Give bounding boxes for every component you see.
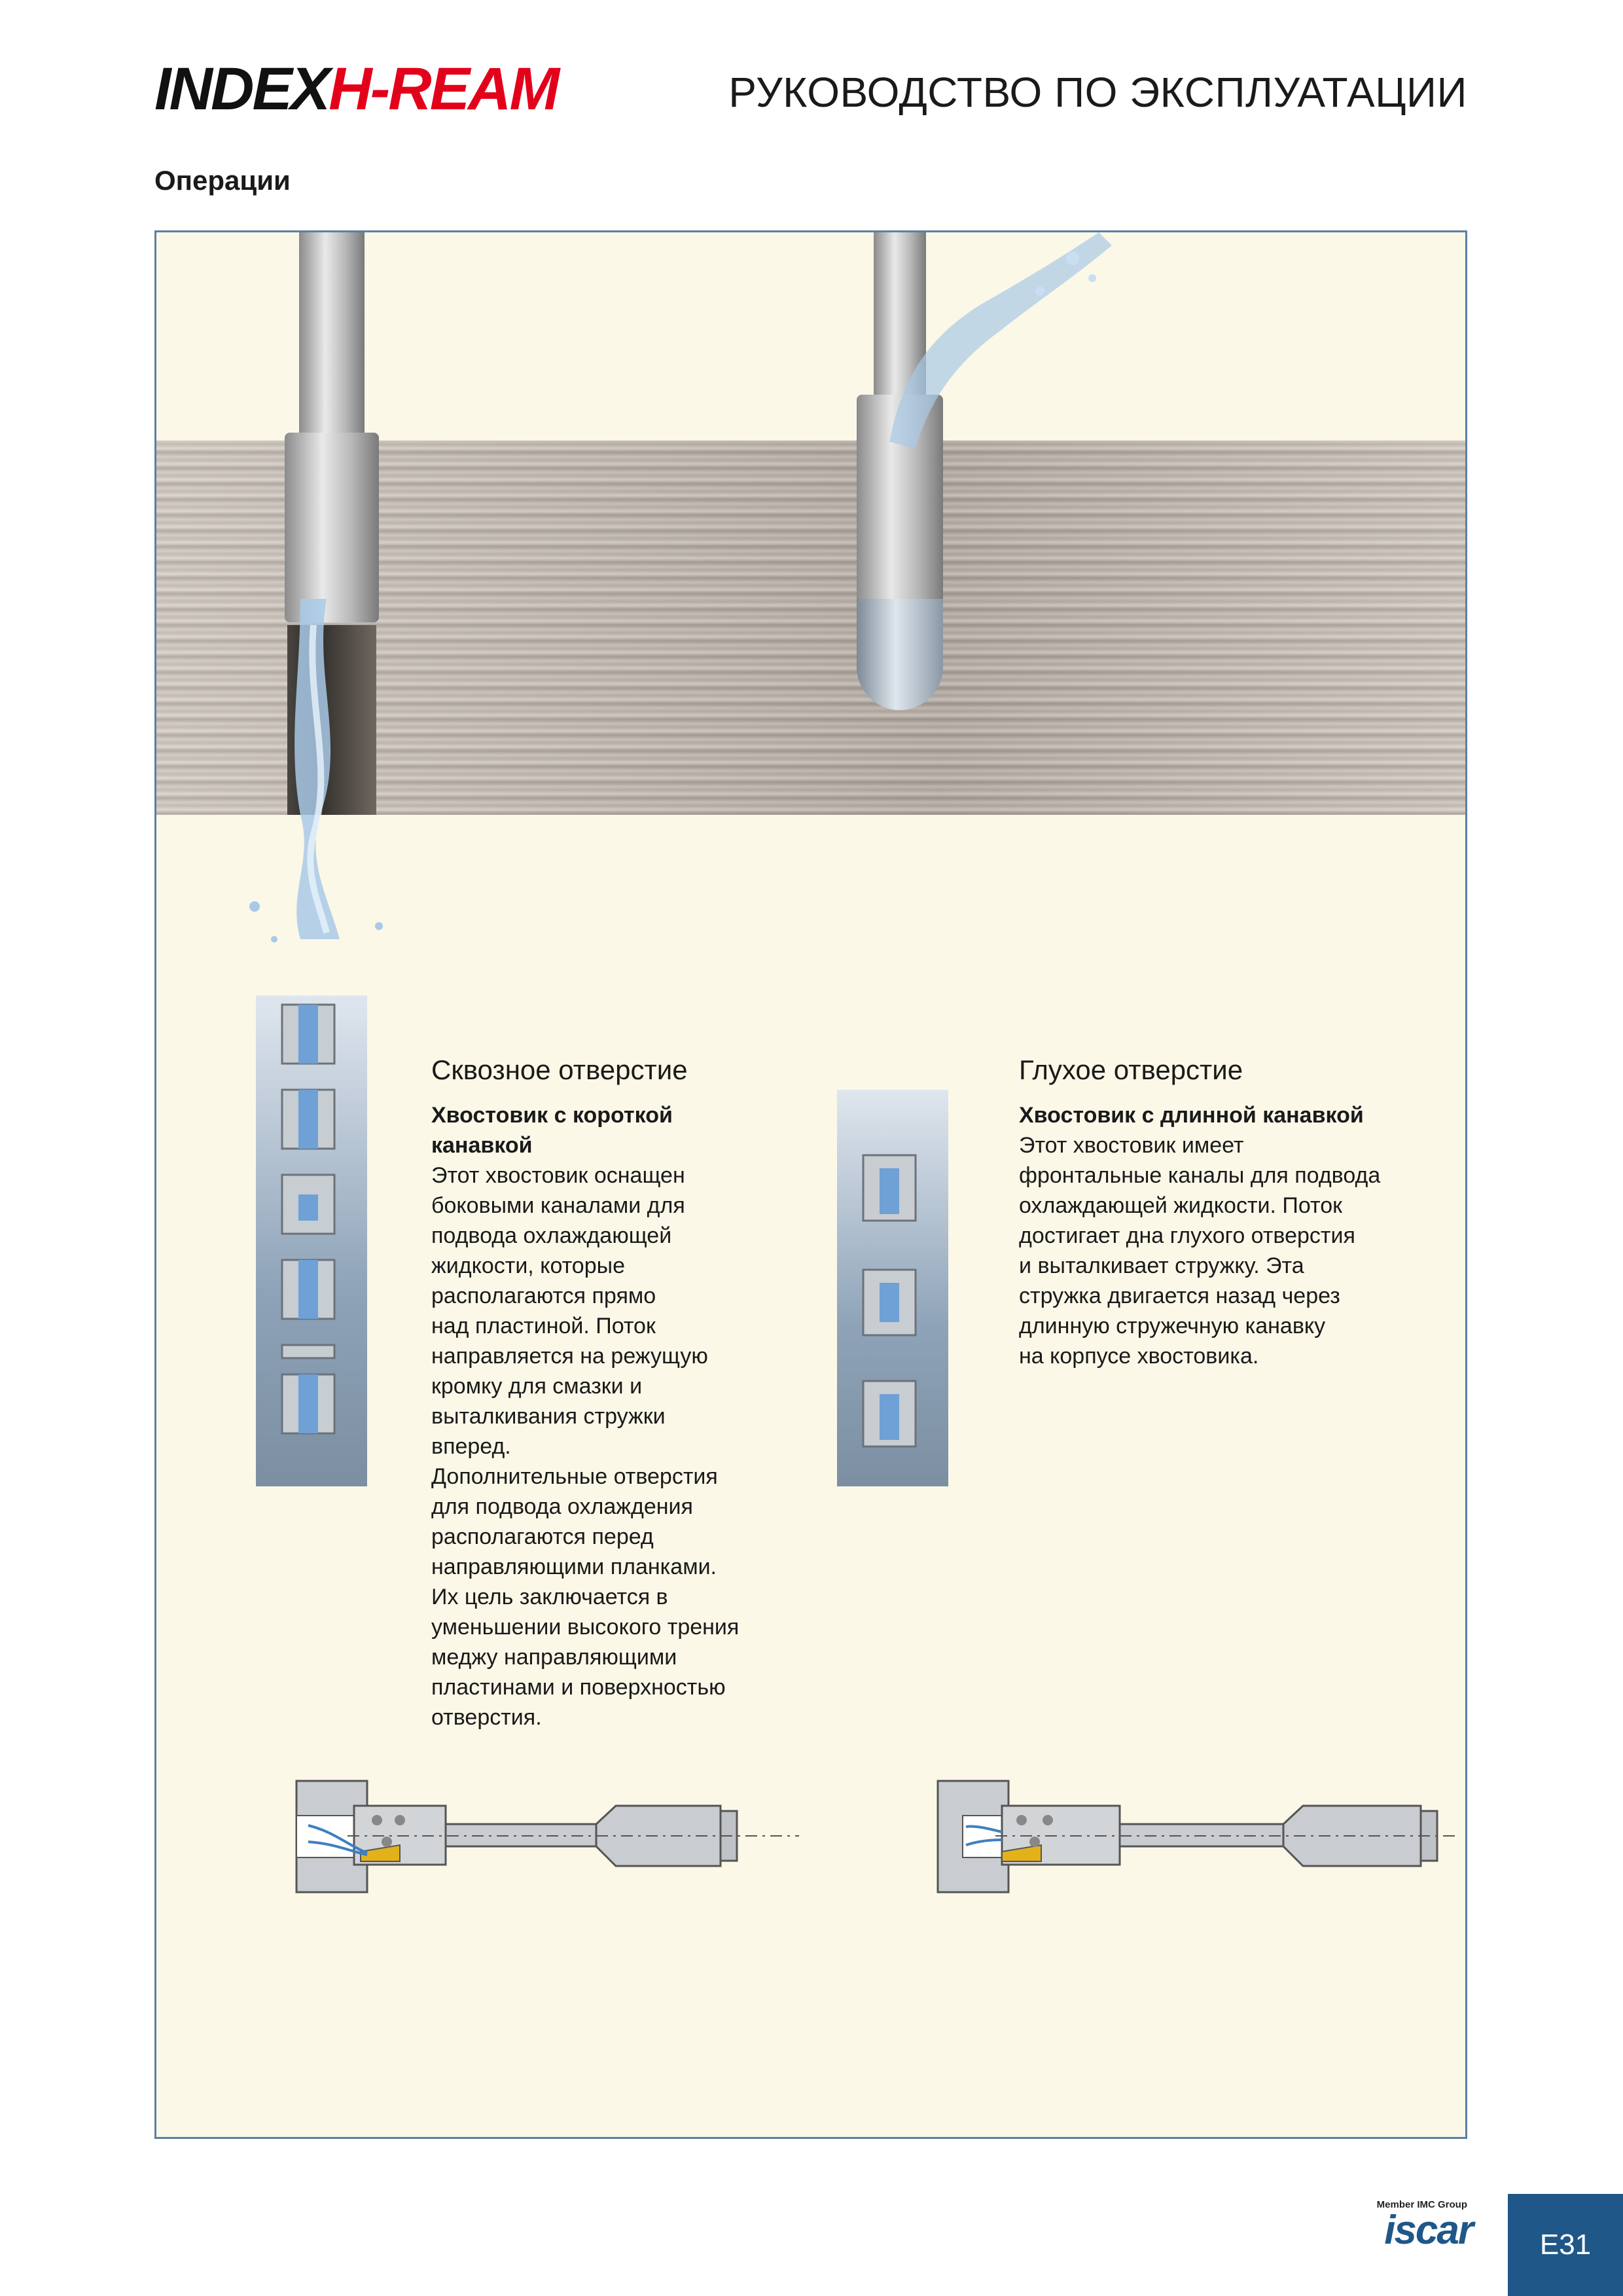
content-frame bbox=[154, 230, 1467, 2139]
through-hole-line: располагаются перед bbox=[431, 1524, 654, 1549]
through-hole-line: жидкости, которые bbox=[431, 1253, 625, 1278]
through-hole-line: вперед. bbox=[431, 1434, 511, 1459]
brand-part-hream: H-REAM bbox=[329, 56, 558, 122]
brand-part-index: INDEX bbox=[154, 56, 329, 122]
through-hole-line: направляется на режущую bbox=[431, 1344, 708, 1369]
through-hole-steps-icon bbox=[276, 998, 348, 1365]
blind-hole-line: фронтальные каналы для подвода bbox=[1019, 1163, 1381, 1188]
blind-hole-heading: Глухое отверстие bbox=[1019, 1054, 1243, 1085]
document-title: РУКОВОДСТВО ПО ЭКСПЛУАТАЦИИ bbox=[728, 69, 1467, 116]
coolant-stream-icon bbox=[215, 599, 425, 965]
through-hole-tool-diagram bbox=[295, 1780, 806, 1897]
through-hole-line: выталкивания стружки bbox=[431, 1404, 666, 1429]
through-hole-subheading-line2: канавкой bbox=[431, 1133, 533, 1158]
blind-hole-bottom bbox=[857, 599, 943, 710]
through-hole-line: подвода охлаждающей bbox=[431, 1223, 672, 1248]
through-hole-description bbox=[431, 1100, 798, 1732]
blind-hole-steps-icon bbox=[857, 1149, 929, 1450]
blind-hole-line: Этот хвостовик имеет bbox=[1019, 1133, 1244, 1158]
reamer-shank-left bbox=[299, 232, 365, 442]
through-hole-line: пластинами и поверхностью bbox=[431, 1675, 726, 1700]
blind-hole-tool-diagram bbox=[936, 1780, 1467, 1897]
through-hole-line: для подвода охлаждения bbox=[431, 1494, 693, 1519]
logo-wordmark: iscar bbox=[1384, 2208, 1472, 2253]
iscar-logo bbox=[1335, 2199, 1472, 2258]
blind-hole-line: на корпусе хвостовика. bbox=[1019, 1344, 1259, 1369]
through-hole-heading: Сквозное отверстие bbox=[431, 1054, 688, 1085]
through-hole-line: отверстия. bbox=[431, 1705, 542, 1730]
coolant-splash-icon bbox=[876, 232, 1112, 468]
blind-hole-line: длинную стружечную канавку bbox=[1019, 1314, 1326, 1338]
through-hole-line: кромку для смазки и bbox=[431, 1374, 643, 1399]
through-hole-subheading-line1: Хвостовик с короткой bbox=[431, 1103, 673, 1128]
blind-hole-line: и выталкивает стружку. Эта bbox=[1019, 1253, 1304, 1278]
through-hole-line: меджу направляющими bbox=[431, 1645, 677, 1670]
through-hole-line: располагаются прямо bbox=[431, 1283, 656, 1308]
through-hole-final-icon bbox=[276, 1371, 348, 1443]
through-hole-line: над пластиной. Поток bbox=[431, 1314, 656, 1338]
blind-hole-line: охлаждающей жидкости. Поток bbox=[1019, 1193, 1342, 1218]
through-hole-line: уменьшении высокого трения bbox=[431, 1615, 740, 1640]
brand-logo bbox=[154, 56, 558, 122]
blind-hole-description bbox=[1019, 1100, 1438, 1371]
logo-tagline: Member IMC Group bbox=[1376, 2199, 1467, 2210]
through-hole-line: Их цель заключается в bbox=[431, 1585, 668, 1609]
through-hole-line: Дополнительные отверстия bbox=[431, 1464, 718, 1489]
reamer-head-left bbox=[285, 433, 379, 622]
through-hole-line: Этот хвостовик оснащен bbox=[431, 1163, 685, 1188]
blind-hole-line: стружка двигается назад через bbox=[1019, 1283, 1340, 1308]
page-number: E31 bbox=[1508, 2194, 1623, 2296]
through-hole-line: боковыми каналами для bbox=[431, 1193, 685, 1218]
blind-hole-line: достигает дна глухого отверстия bbox=[1019, 1223, 1355, 1248]
through-hole-line: направляющими планками. bbox=[431, 1554, 717, 1579]
section-title: Операции bbox=[154, 165, 291, 196]
blind-hole-subheading: Хвостовик с длинной канавкой bbox=[1019, 1103, 1364, 1128]
